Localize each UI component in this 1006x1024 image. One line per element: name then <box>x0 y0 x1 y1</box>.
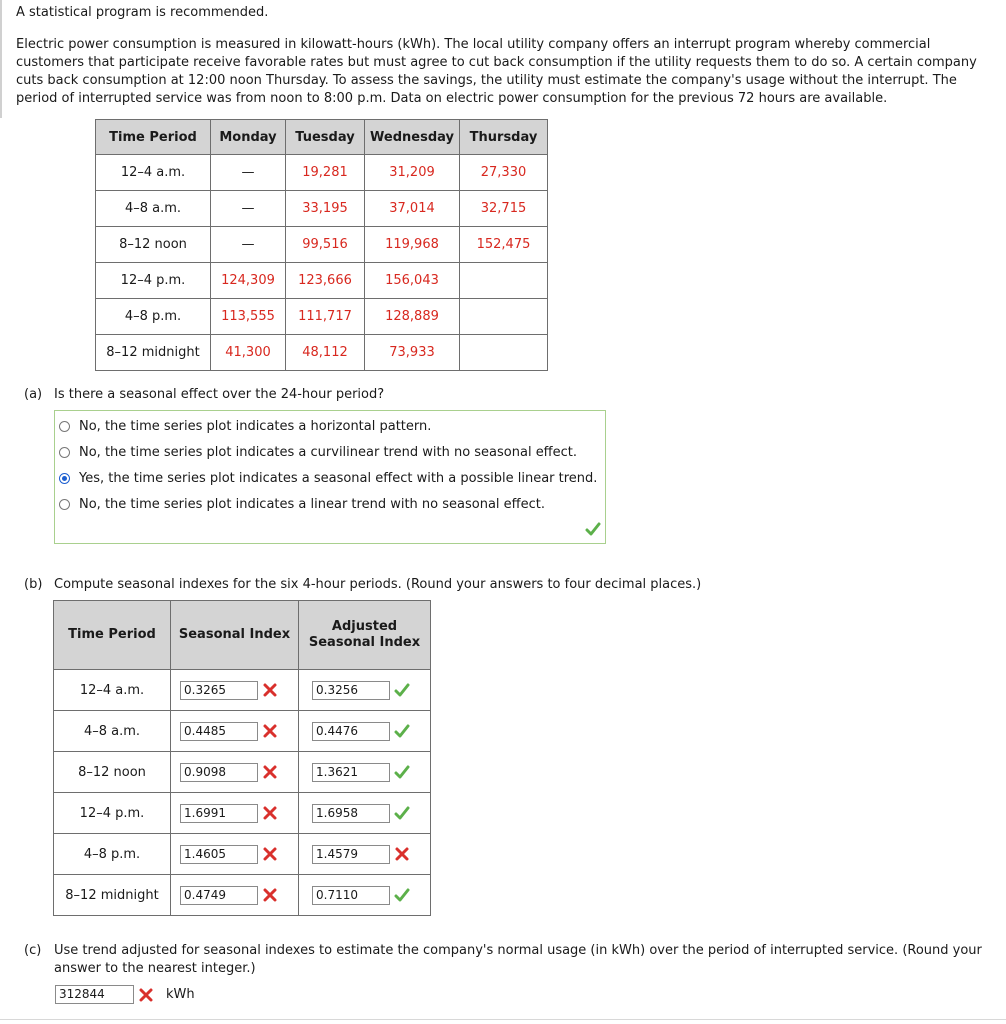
cross-icon <box>394 846 410 862</box>
part-a-label: (a) <box>24 387 43 402</box>
unit-label: kWh <box>166 987 195 1002</box>
seasonal-index-input[interactable]: 0.4749 <box>180 886 258 905</box>
si-cell-period: 12–4 a.m. <box>54 670 171 711</box>
usage-cell-period: 12–4 p.m. <box>96 263 211 299</box>
si-cell-adjusted <box>299 875 431 916</box>
intro-paragraph: Electric power consumption is measured in kilowatt-hours (kWh). The local utility company offers an interrupt program whereby commercial customers that participate receive favorable rates but must agree to cut back consumption if the utility requests them to do so. A certain company cuts back consumption at 12:00 noon Thursday. To assess the savings, the utility must estimate the company's usage without the interrupt. The period of interrupted service was from noon to 8:00 p.m. Data on electric power consumption for the previous 72 hours are available. <box>16 37 977 106</box>
option-3-text: Yes, the time series plot indicates a seasonal effect with a possible linear trend. <box>79 470 598 486</box>
usage-cell-period: 4–8 p.m. <box>96 299 211 335</box>
si-cell-seasonal <box>171 834 299 875</box>
seasonal-row <box>54 752 431 793</box>
si-cell-adjusted <box>299 752 431 793</box>
usage-cell-tuesday: 99,516 <box>286 227 365 263</box>
seasonal-index-table <box>53 600 431 916</box>
usage-cell-wednesday: 31,209 <box>365 155 460 191</box>
adjusted-index-input[interactable]: 1.4579 <box>312 845 390 864</box>
cross-icon <box>262 764 278 780</box>
cross-icon <box>138 987 154 1003</box>
usage-cell-thursday <box>460 299 548 335</box>
part-b-label: (b) <box>24 577 43 592</box>
radio-option-4[interactable] <box>59 499 70 510</box>
radio-option-2[interactable] <box>59 447 70 458</box>
si-header-adjusted-index: Adjusted Seasonal Index <box>299 601 431 670</box>
usage-cell-thursday: 152,475 <box>460 227 548 263</box>
usage-cell-wednesday: 73,933 <box>365 335 460 371</box>
seasonal-row <box>54 875 431 916</box>
si-cell-period: 8–12 midnight <box>54 875 171 916</box>
si-cell-seasonal <box>171 670 299 711</box>
usage-cell-tuesday: 123,666 <box>286 263 365 299</box>
usage-header-tuesday: Tuesday <box>286 120 365 155</box>
usage-cell-monday: — <box>211 227 286 263</box>
check-icon <box>394 805 410 821</box>
si-cell-seasonal <box>171 711 299 752</box>
adjusted-index-input[interactable]: 1.6958 <box>312 804 390 823</box>
usage-header-monday: Monday <box>211 120 286 155</box>
si-cell-adjusted <box>299 793 431 834</box>
option-1-text: No, the time series plot indicates a horizontal pattern. <box>79 418 432 434</box>
seasonal-index-input[interactable]: 0.9098 <box>180 763 258 782</box>
usage-cell-monday: — <box>211 155 286 191</box>
seasonal-row <box>54 793 431 834</box>
usage-cell-period: 4–8 a.m. <box>96 191 211 227</box>
usage-header-wednesday: Wednesday <box>365 120 460 155</box>
adjusted-index-input[interactable]: 1.3621 <box>312 763 390 782</box>
si-cell-period: 8–12 noon <box>54 752 171 793</box>
option-4-text: No, the time series plot indicates a linear trend with no seasonal effect. <box>79 496 545 512</box>
usage-cell-period: 12–4 a.m. <box>96 155 211 191</box>
seasonal-row <box>54 834 431 875</box>
si-header-time-period: Time Period <box>54 601 171 670</box>
usage-table-header-row <box>96 120 548 155</box>
usage-cell-tuesday: 111,717 <box>286 299 365 335</box>
usage-row <box>96 155 548 191</box>
check-icon <box>394 723 410 739</box>
cross-icon <box>262 723 278 739</box>
usage-row <box>96 191 548 227</box>
usage-cell-thursday: 27,330 <box>460 155 548 191</box>
usage-cell-monday: 124,309 <box>211 263 286 299</box>
check-icon <box>394 887 410 903</box>
usage-row <box>96 227 548 263</box>
usage-cell-monday: — <box>211 191 286 227</box>
adjusted-index-input[interactable]: 0.4476 <box>312 722 390 741</box>
usage-cell-tuesday: 33,195 <box>286 191 365 227</box>
cross-icon <box>262 682 278 698</box>
usage-cell-wednesday: 156,043 <box>365 263 460 299</box>
si-cell-seasonal <box>171 875 299 916</box>
part-c-answer-row <box>55 985 195 1004</box>
option-curvilinear-trend[interactable] <box>59 443 577 461</box>
seasonal-index-input[interactable]: 0.3265 <box>180 681 258 700</box>
seasonal-table-header-row <box>54 601 431 670</box>
si-cell-period: 4–8 p.m. <box>54 834 171 875</box>
usage-cell-monday: 113,555 <box>211 299 286 335</box>
usage-header-thursday: Thursday <box>460 120 548 155</box>
si-cell-adjusted <box>299 834 431 875</box>
si-cell-period: 12–4 p.m. <box>54 793 171 834</box>
radio-option-1[interactable] <box>59 421 70 432</box>
usage-cell-tuesday: 48,112 <box>286 335 365 371</box>
usage-cell-thursday <box>460 263 548 299</box>
usage-cell-thursday: 32,715 <box>460 191 548 227</box>
usage-cell-period: 8–12 midnight <box>96 335 211 371</box>
si-cell-seasonal <box>171 793 299 834</box>
usage-cell-wednesday: 128,889 <box>365 299 460 335</box>
intro-heading: A statistical program is recommended. <box>16 5 269 20</box>
si-cell-adjusted <box>299 711 431 752</box>
option-2-text: No, the time series plot indicates a curvilinear trend with no seasonal effect. <box>79 444 578 460</box>
part-a-question: Is there a seasonal effect over the 24-hour period? <box>54 387 385 402</box>
part-a-options-box <box>54 410 606 544</box>
option-horizontal-pattern[interactable] <box>59 417 431 435</box>
option-linear-trend[interactable] <box>59 495 545 513</box>
part-b-question: Compute seasonal indexes for the six 4-hour periods. (Round your answers to four decimal places.) <box>54 577 702 592</box>
adjusted-index-input[interactable]: 0.3256 <box>312 681 390 700</box>
usage-cell-tuesday: 19,281 <box>286 155 365 191</box>
left-accent-bar <box>0 0 2 118</box>
usage-cell-thursday <box>460 335 548 371</box>
seasonal-index-input[interactable]: 0.4485 <box>180 722 258 741</box>
part-c-question: Use trend adjusted for seasonal indexes to estimate the company's normal usage (in kWh) over the period of interrupted service. (Round your answer to the nearest integer.) <box>54 943 982 976</box>
seasonal-row <box>54 670 431 711</box>
radio-option-3-selected[interactable] <box>59 473 70 484</box>
si-header-seasonal-index: Seasonal Index <box>171 601 299 670</box>
si-cell-period: 4–8 a.m. <box>54 711 171 752</box>
usage-row <box>96 263 548 299</box>
check-icon <box>394 764 410 780</box>
cross-icon <box>262 887 278 903</box>
usage-row <box>96 299 548 335</box>
seasonal-index-input[interactable]: 1.6991 <box>180 804 258 823</box>
usage-estimate-input[interactable]: 312844 <box>55 985 134 1004</box>
usage-cell-wednesday: 119,968 <box>365 227 460 263</box>
usage-cell-monday: 41,300 <box>211 335 286 371</box>
si-cell-adjusted <box>299 670 431 711</box>
option-seasonal-effect[interactable] <box>59 469 597 487</box>
usage-cell-wednesday: 37,014 <box>365 191 460 227</box>
usage-table <box>95 119 548 371</box>
cross-icon <box>262 805 278 821</box>
check-icon <box>585 521 601 537</box>
check-icon <box>394 682 410 698</box>
usage-cell-period: 8–12 noon <box>96 227 211 263</box>
seasonal-index-input[interactable]: 1.4605 <box>180 845 258 864</box>
usage-header-time-period: Time Period <box>96 120 211 155</box>
bottom-divider <box>0 1019 1006 1020</box>
usage-row <box>96 335 548 371</box>
adjusted-index-input[interactable]: 0.7110 <box>312 886 390 905</box>
si-cell-seasonal <box>171 752 299 793</box>
part-c-label: (c) <box>24 943 42 958</box>
seasonal-row <box>54 711 431 752</box>
cross-icon <box>262 846 278 862</box>
